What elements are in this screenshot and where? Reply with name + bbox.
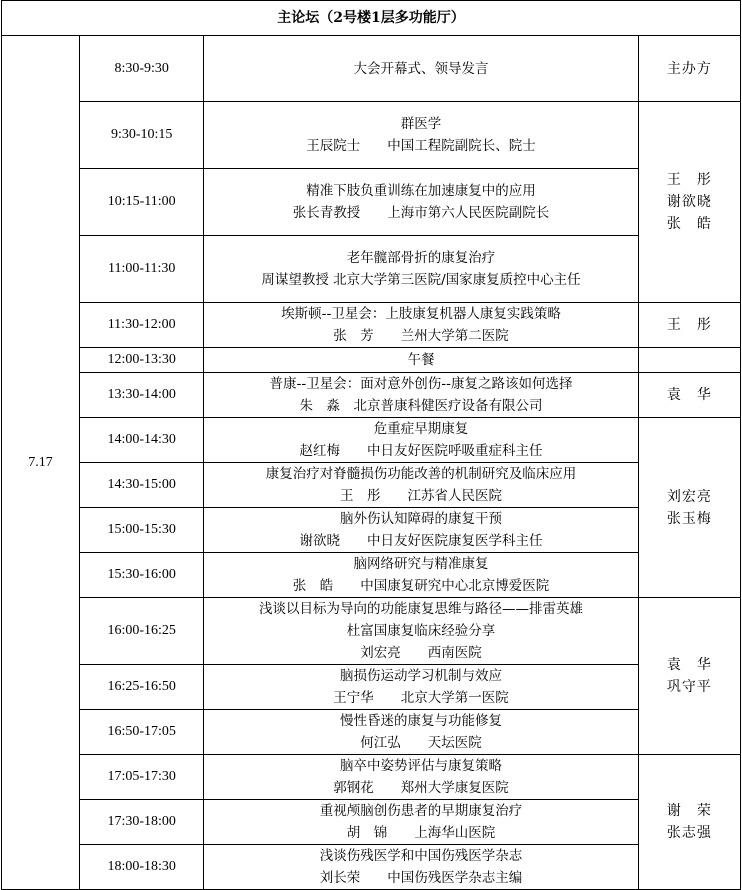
session-time: 9:30-10:15 (80, 102, 204, 169)
chair-name: 张 皓 (666, 216, 712, 232)
speaker-line: 王 彤 江苏省人民医院 (340, 488, 503, 504)
chair-name: 张志强 (666, 825, 712, 841)
session-time: 11:00-11:30 (80, 236, 204, 303)
chair-name: 袁 华 (666, 657, 712, 673)
session-time: 18:00-18:30 (80, 845, 204, 890)
speaker-line: 朱 淼 北京普康科健医疗设备有限公司 (299, 398, 543, 414)
session-topic (204, 463, 639, 508)
speaker-line: 王辰院士 中国工程院副院长、院士 (306, 138, 536, 154)
schedule-table (1, 0, 741, 890)
session-topic (204, 508, 639, 553)
speaker-line: 胡 锦 上海华山医院 (346, 825, 496, 841)
speaker-line: 张长青教授 上海市第六人民医院副院长 (292, 205, 550, 221)
session-topic (204, 236, 639, 303)
topic-line: 重视颅脑创伤患者的早期康复治疗 (319, 803, 523, 819)
chair-cell (638, 755, 740, 890)
topic-line: 杜富国康复临床经验分享 (346, 623, 496, 639)
topic-line: 埃斯顿--卫星会：上肢康复机器人康复实践策略 (281, 306, 561, 322)
session-topic (204, 755, 639, 800)
session-topic (204, 373, 639, 418)
chair-name: 主办方 (666, 60, 712, 77)
session-topic (204, 36, 639, 102)
session-time: 16:00-16:25 (80, 598, 204, 665)
session-topic (204, 553, 639, 598)
session-date: 7.17 (2, 36, 80, 890)
topic-line: 危重症早期康复 (373, 421, 469, 437)
speaker-line: 何江弘 天坛医院 (360, 735, 482, 751)
chair-name: 巩守平 (666, 679, 712, 695)
session-topic (204, 169, 639, 236)
session-time: 10:15-11:00 (80, 169, 204, 236)
session-time: 13:30-14:00 (80, 373, 204, 418)
chair-name: 王 彤 (666, 172, 712, 188)
session-time: 17:05-17:30 (80, 755, 204, 800)
topic-line: 老年髋部骨折的康复治疗 (346, 250, 496, 266)
topic-line: 大会开幕式、领导发言 (353, 60, 489, 77)
chair-name: 袁 华 (666, 387, 712, 403)
topic-line: 精准下肢负重训练在加速康复中的应用 (306, 183, 536, 199)
session-time: 16:50-17:05 (80, 710, 204, 755)
chair-cell (638, 598, 740, 755)
session-time: 15:30-16:00 (80, 553, 204, 598)
speaker-line: 郭钢花 郑州大学康复医院 (333, 780, 509, 796)
speaker-line: 张 皓 中国康复研究中心北京博爱医院 (292, 578, 550, 594)
speaker-line: 王宁华 北京大学第一医院 (333, 690, 509, 706)
session-time: 16:25-16:50 (80, 665, 204, 710)
chair-cell (638, 102, 740, 303)
session-time: 11:30-12:00 (80, 303, 204, 348)
forum-title: 主论坛（2号楼1层多功能厅） (2, 1, 741, 36)
speaker-line: 刘长荣 中国伤残医学杂志主编 (319, 870, 523, 886)
session-topic (204, 845, 639, 890)
topic-line: 午餐 (407, 352, 435, 368)
speaker-line: 赵红梅 中日友好医院呼吸重症科主任 (299, 443, 543, 459)
speaker-line: 张 芳 兰州大学第二医院 (333, 328, 509, 344)
chair-cell (638, 348, 740, 373)
chair-name: 王 彤 (666, 317, 712, 333)
session-time: 15:00-15:30 (80, 508, 204, 553)
session-topic (204, 303, 639, 348)
chair-name: 张玉梅 (666, 510, 712, 527)
speaker-line: 刘宏亮 西南医院 (360, 645, 482, 661)
session-topic (204, 710, 639, 755)
chair-cell (638, 373, 740, 418)
topic-line: 脑外伤认知障碍的康复干预 (340, 511, 503, 527)
topic-line: 群医学 (400, 116, 442, 132)
session-time: 14:30-15:00 (80, 463, 204, 508)
session-time: 8:30-9:30 (80, 36, 204, 102)
chair-name: 刘宏亮 (666, 488, 712, 505)
chair-name: 谢欲晓 (666, 194, 712, 210)
session-topic (204, 102, 639, 169)
topic-line: 康复治疗对脊髓损伤功能改善的机制研究及临床应用 (265, 466, 577, 482)
chair-name: 谢 荣 (666, 803, 712, 819)
speaker-line: 谢欲晓 中日友好医院康复医学科主任 (299, 533, 543, 549)
chair-cell (638, 418, 740, 598)
topic-line: 慢性昏迷的康复与功能修复 (340, 713, 503, 729)
chair-cell (638, 303, 740, 348)
session-topic (204, 665, 639, 710)
session-topic (204, 598, 639, 665)
chair-cell (638, 36, 740, 102)
speaker-line: 周谋望教授 北京大学第三医院/国家康复质控中心主任 (261, 272, 581, 288)
topic-line: 浅谈伤残医学和中国伤残医学杂志 (319, 848, 523, 864)
topic-line: 浅谈以目标为导向的功能康复思维与路径——排雷英雄 (259, 601, 584, 617)
session-time: 12:00-13:30 (80, 348, 204, 373)
session-time: 17:30-18:00 (80, 800, 204, 845)
topic-line: 脑网络研究与精准康复 (353, 556, 489, 572)
session-topic (204, 418, 639, 463)
session-topic (204, 800, 639, 845)
topic-line: 脑损伤运动学习机制与效应 (340, 668, 503, 684)
topic-line: 普康--卫星会：面对意外创伤--康复之路该如何选择 (269, 376, 573, 392)
session-topic (204, 348, 639, 373)
session-time: 14:00-14:30 (80, 418, 204, 463)
topic-line: 脑卒中姿势评估与康复策略 (340, 758, 503, 774)
